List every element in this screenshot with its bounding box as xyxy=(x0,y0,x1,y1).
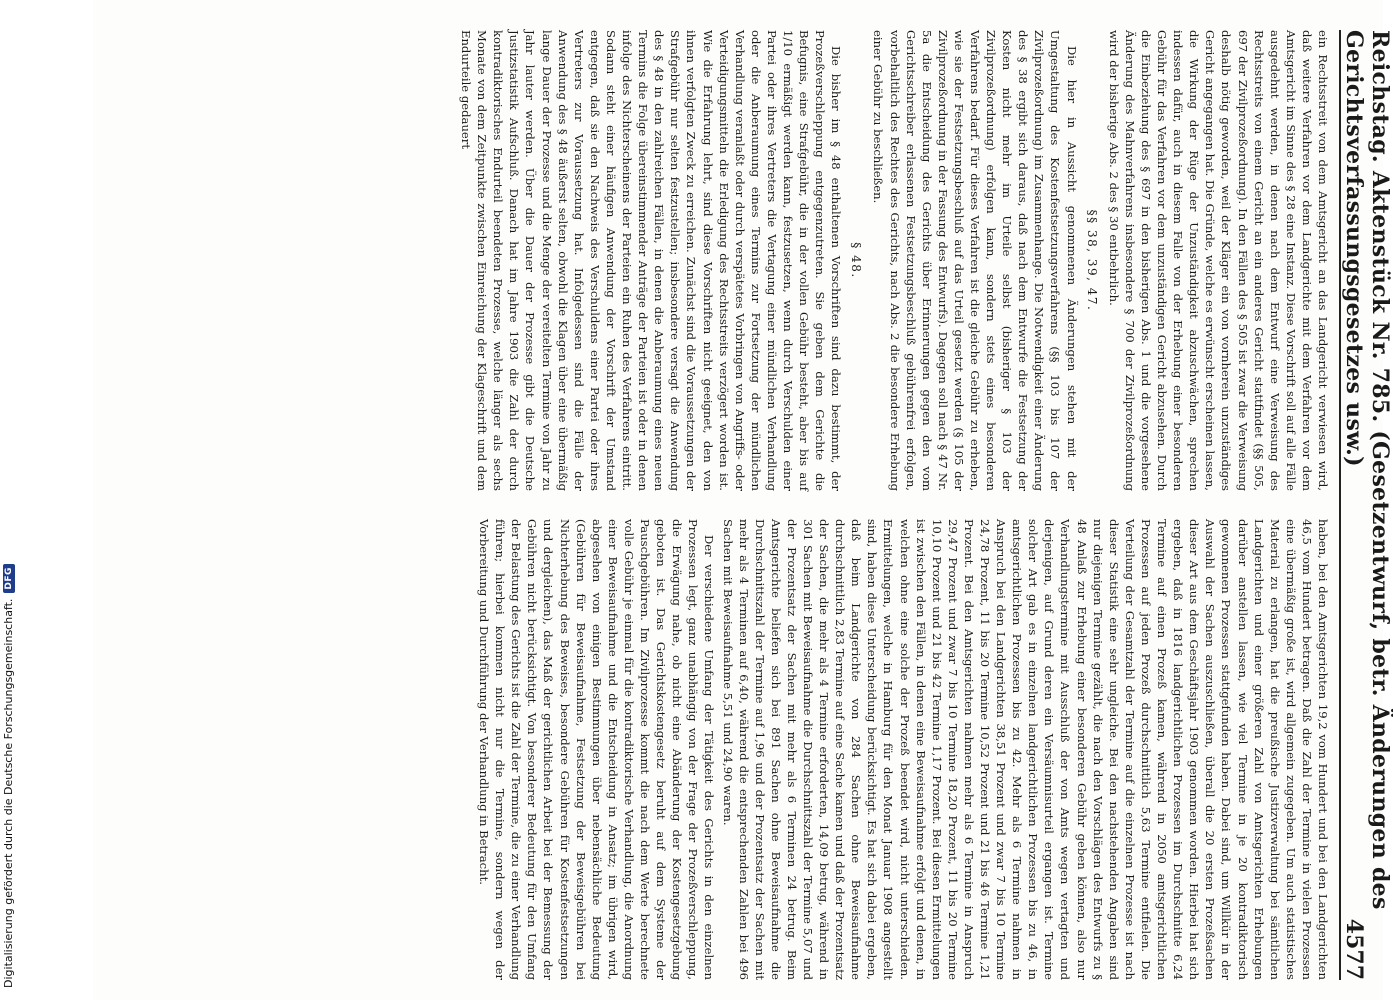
document-page xyxy=(93,0,1393,1000)
section-heading: §§ 38, 39, 47. xyxy=(1084,209,1099,312)
right-column xyxy=(103,519,1331,980)
running-title: Reichstag. Aktenstück Nr. 785. (Gesetzentwurf, betr. Änderungen des Gerichtsverfassungsgesetzes usw.) xyxy=(1341,30,1393,910)
text-columns xyxy=(103,30,1331,980)
paragraph: Die hier in Aussicht genommenen Änderungen stehen mit der Umgestaltung des Kostenfestsetzungsverfahrens (§§ 103 bis 107 der Zivilprozeßordnung) im Zusammenhange. Die Notwendigkeit einer Änderung des § 38 ergibt sich daraus, daß nach dem Entwurfe die Festsetzung der Kosten nicht mehr im Urteile selbst (bisheriger § 103 der Zivilprozeßordnung) erfolgen kann, sondern stets eines besonderen Verfahrens bedarf. Für dieses Verfahren ist die gleiche Gebühr zu erheben, wie sie der Festsetzungsbeschluß auf das Urteil gesetzt werden (§ 105 der Zivilprozeßordnung in der Fassung des Entwurfs). Dagegen soll nach § 47 Nr. 5a die Entscheidung des Gerichts über Erinnerungen gegen den vom Gerichtsschreiber erlassenen Festsetzungsbeschluß gebührenfrei erfolgen, vorbehaltlich des Rechtes des Gerichts, nach Abs. 2 die besondere Erhebung einer Gebühr zu beschließen. xyxy=(871,30,1079,491)
paragraph: Die bisher im § 48 enthaltenen Vorschriften sind dazu bestimmt, der Prozeßverschleppung entgegenzutreten. Sie geben dem Gerichte die Befugnis, eine Strafgebühr, die in der vollen Gebühr besteht, aber bis auf 1/10 ermäßigt werden kann, festzusetzen, wenn durch Verschulden einer Partei oder ihres Vertreters die Vertagung einer mündlichen Verhandlung oder die Anberaumung eines Termins zur Fortsetzung der mündlichen Verhandlung veranlaßt oder durch verspätetes Vorbringen von Angriffs- oder Verteidigungsmitteln die Erledigung des Rechtsstreits verzögert worden ist. Wie die Erfahrung lehrt, sind diese Vorschriften nicht geeignet, den von ihnen verfolgten Zweck zu erreichen. Zunächst sind die Voraussetzungen der Strafgebühr nur selten festzustellen; insbesondere versagt die Anwendung des § 48 in den zahlreichen Fällen, in denen die Anberaumung eines neuen Termins die Folge übereinstimmender Anträge der Parteien ist oder in denen infolge des Nichterscheinens der Parteien ein Ruhen des Verfahrens eintritt. Sodann steht einer häufigen Anwendung der Vorschrift der Umstand entgegen, daß sie den Nachweis des Verschuldens einer Partei oder ihres Vertreters zur Voraussetzung hat. Infolgedessen sind die Fälle der Anwendung des § 48 äußerst selten, obwohl die Klagen über eine übermäßig lange Dauer der Prozesse und die Menge der vereitelten Termine von Jahr zu Jahr lauter werden. Über die Dauer der Prozesse gibt die Deutsche Justizstatistik Aufschluß. Danach hat im Jahre 1903 die Zahl der durch kontradiktorisches Endurteil beendeten Prozesse, welche länger als sechs Monate von dem Zeitpunkte zwischen Einreichung der Klageschrift und dem Endurteile gedauert xyxy=(459,30,844,491)
section-heading: § 48. xyxy=(849,242,864,279)
dfg-logo-icon: DFG xyxy=(3,564,15,593)
left-column xyxy=(103,30,1331,491)
paragraph: haben, bei den Amtsgerichten 19,2 vom Hundert und bei den Landgerichten 46,5 vom Hundert betragen. Daß die Zahl der Termine in vielen Prozessen eine übermäßig große ist, wird allgemein zugegeben. Um auch statistisches Material zu erlangen, hat die preußische Justizverwaltung bei sämtlichen Landgerichten und einer größeren Zahl von Amtsgerichten Erhebungen darüber anstellen lassen, wie viel Termine in je 20 kontradiktorisch gewonnenen Prozessen stattgefunden haben. Dabei sind, um Willkür in der Auswahl der Sachen auszuschließen, überall die 20 ersten Prozeßsachen dieser Art aus dem Geschäftsjahr 1903 genommen worden. Hierbei hat sich ergeben, daß in 1816 landgerichtlichen Prozessen im Durchschnitte 6,24 Termine auf einen Prozeß kamen, während in 2050 amtsgerichtlichen Prozessen auf jeden Prozeß durchschnittlich 5,63 Termine entfielen. Die Verteilung der Gesamtzahl der Termine auf die einzelnen Prozesse ist nach dieser Statistik eine sehr ungleiche. Bei den nachstehenden Angaben sind nur diejenigen Termine gezählt, die nach den Vorschlägen des Entwurfs zu § 48 Anlaß zur Erhebung einer besonderen Gebühr geben können, also nur Verhandlungstermine mit Ausschluß der von Amts wegen vertagten und derjenigen, auf Grund deren ein Versäumnisurteil ergangen ist. Termine solcher Art gab es in einzelnen landgerichtlichen Prozessen bis zu 46, in amtsgerichtlichen Prozessen bis zu 42. Mehr als 6 Termine nahmen in Anspruch bei den Landgerichten 38,51 Prozent und zwar 7 bis 10 Termine 24,78 Prozent, 11 bis 20 Termine 10,52 Prozent und 21 bis 46 Termine 1,21 Prozent. Bei den Amtsgerichten nahmen mehr als 6 Termine in Anspruch 29,47 Prozent und zwar 7 bis 10 Termine 18,20 Prozent, 11 bis 20 Termine 10,10 Prozent und 21 bis 42 Termine 1,17 Prozent. Bei diesen Ermittelungen ist zwischen den Fällen, in denen eine Beweisaufnahme erfolgt und denen, in welchen ohne eine solche der Prozeß beendet wird, nicht unterschieden. Ermittelungen, welche in Hamburg für den Monat Januar 1908 angestellt sind, haben diese Unterscheidung berücksichtigt. Es hat sich dabei ergeben, daß beim Landgerichte von 284 Sachen ohne Beweisaufnahme durchschnittlich 2,83 Termine auf eine Sache kamen und daß der Prozentsatz der Sachen, die mehr als 4 Termine erforderten, 14,09 betrug, während in 301 Sachen mit Beweisaufnahme die Durchschnittszahl der Termine 5,07 und der Prozentsatz der Sachen mit mehr als 6 Terminen 24 betrug. Beim Amtsgerichte beliefen sich bei 891 Sachen ohne Beweisaufnahme die Durchschnittszahl der Termine auf 1,96 und der Prozentsatz der Sachen mit mehr als 4 Terminen auf 6,40, während die entsprechenden Zahlen bei 496 Sachen mit Beweisaufnahme 5,51 und 24,90 waren. xyxy=(720,519,1330,980)
paragraph: Der verschiedene Umfang der Tätigkeit des Gerichts in den einzelnen Prozessen legt, ganz unabhängig von der Frage der Prozeßverschleppung, die Erwägung nahe, ob nicht eine Abänderung der Kostengesetzgebung geboten ist. Das Gerichtskostengesetz beruht auf dem Systeme der Pauschgebühren. Im Zivilprozesse kommt die nach dem Werte berechnete volle Gebühr je einmal für die kontradiktorische Verhandlung, die Anordnung einer Beweisaufnahme und die Entscheidung in Ansatz; im übrigen wird, abgesehen von einigen Bestimmungen über nebensächliche Bedeutung (Gebühren für Beweisaufnahme, Festsetzung der Beweisgebühren bei Nichterhebung des Beweises, besondere Gebühren für Kostenfestsetzungen und dergleichen), das Maß der gerichtlichen Arbeit bei der Bemessung der Gebühren nicht berücksichtigt. Von besonderer Bedeutung für den Umfang der Belastung des Gerichts ist die Zahl der Termine, die zu einer Verhandlung führen; hierbei kommen nicht nur die Termine, sondern wegen der Vorbereitung und Durchführung der Verhandlung in Betracht. xyxy=(477,519,717,980)
paragraph: ein Rechtsstreit von dem Amtsgericht an das Landgericht verwiesen wird, daß weitere Verfahren vor dem Landgerichte mit dem Verfahren vor dem Amtsgericht im Sinne des § 28 eine Instanz. Diese Vorschrift soll auf alle Fälle ausgedehnt werden, in denen nach dem Entwurf eine Verweisung des Rechtsstreits von einem Gericht an ein anderes Gericht stattfindet (§§ 505, 697 der Zivilprozeßordnung). In den Fällen des § 505 ist zwar die Verweisung deshalb nötig geworden, weil der Kläger ein von vornherein unzuständiges Gericht angegangen hat. Die Gründe, welche es erwünscht erscheinen lassen, die Wirkung der Rüge der Unzuständigkeit abzuschwächen, sprechen indessen dafür, auch in diesem Falle von der Erhebung einer besonderen Gebühr für das Verfahren vor dem unzuständigen Gericht abzusehen. Durch die Einbeziehung des § 697 in den bisherigen Abs. 1 und die vorgesehene Änderung des Mahnverfahrens insbesondere § 700 der Zivilprozeßordnung wird der bisherige Abs. 2 des § 30 entbehrlich. xyxy=(1106,30,1330,491)
credit-text: Digitalisierung gefördert durch die Deutsche Forschungsgemeinschaft. xyxy=(2,598,15,988)
digitization-credit xyxy=(0,0,20,1000)
page-header xyxy=(1339,30,1393,980)
page-number: 4577 xyxy=(1341,918,1367,980)
